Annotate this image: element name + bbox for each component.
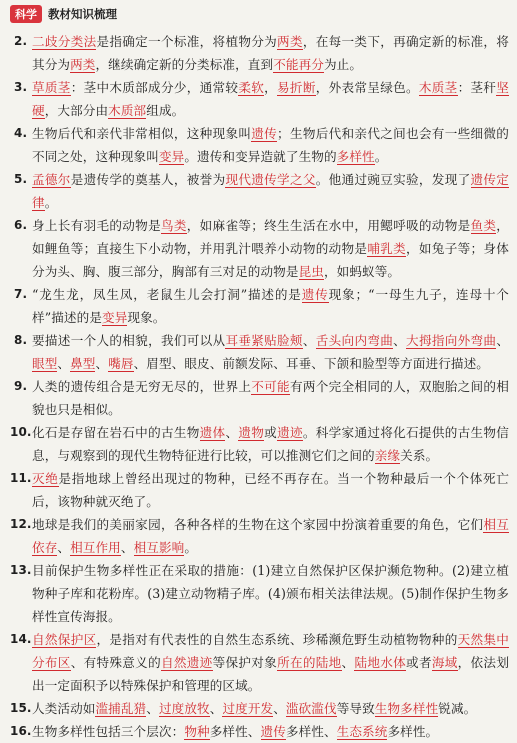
item-number: 9.	[14, 379, 28, 393]
key-term: 舌头向内弯曲	[315, 333, 394, 348]
knowledge-item	[14, 30, 509, 76]
item-text: 。	[44, 195, 58, 210]
key-term: 所在的陆地	[277, 655, 342, 670]
key-term: 木质茎	[418, 80, 458, 95]
item-text: 生物后代和亲代非常相似，这种现象叫	[32, 126, 252, 141]
key-term: 亲缘	[374, 448, 401, 463]
knowledge-item	[10, 628, 510, 697]
key-term: 相互作用	[70, 540, 121, 555]
knowledge-item	[10, 559, 509, 628]
key-term: 生物多样性	[374, 701, 439, 716]
key-term: 眼型	[32, 356, 58, 371]
item-text: 、	[57, 540, 71, 555]
item-text: ，依法划出一定面积予以特殊保护和管理的区域。	[32, 655, 510, 693]
item-text: 多样性。	[387, 724, 439, 739]
key-term: 两类	[277, 34, 303, 49]
key-term: 遗传	[301, 287, 329, 302]
section-title: 教材知识梳理	[48, 7, 117, 21]
key-term: 二歧分类法	[32, 34, 97, 49]
subject-badge: 科学	[10, 5, 42, 23]
item-text: 是指地球上曾经出现过的物种，已经不再存在。当一个物种最后一个个体死亡后，该物种就灭绝了。	[32, 471, 509, 509]
knowledge-item	[14, 122, 509, 168]
key-term: 自然遗迹	[160, 655, 213, 670]
knowledge-item	[14, 168, 509, 214]
key-term: 木质部	[108, 103, 147, 118]
item-number: 6.	[14, 218, 28, 232]
key-term: 耳垂紧贴脸颊	[225, 333, 303, 348]
item-number: 10.	[10, 425, 32, 439]
knowledge-item	[14, 283, 509, 329]
key-term: 遗物	[238, 425, 265, 440]
key-term: 遗传	[260, 724, 286, 739]
item-text: 、	[120, 540, 134, 555]
key-term: 多样性	[336, 149, 375, 164]
item-text: 多样性、	[285, 724, 337, 739]
item-text: 化石是存留在岩石中的古生物	[32, 425, 200, 440]
item-text: ：茎秆	[457, 80, 497, 95]
key-term: 遗传	[251, 126, 278, 141]
key-term: 生态系统	[336, 724, 388, 739]
item-text: 组成。	[146, 103, 185, 118]
knowledge-item	[10, 421, 509, 467]
item-text: ，大部分由	[44, 103, 109, 118]
item-number: 12.	[10, 517, 32, 531]
item-text: 多样性、	[209, 724, 261, 739]
item-text: ，如鲤鱼等；直接生下小动物，并用乳汁喂养小动物的动物是	[32, 218, 509, 256]
key-term: 自然保护区	[32, 632, 97, 647]
key-term: 不可能	[251, 379, 290, 394]
key-term: 易折断	[277, 80, 316, 95]
item-text: ，外表常呈绿色。	[315, 80, 419, 95]
page-header	[10, 4, 117, 24]
item-text: 地球是我们的美丽家园，各种各样的生物在这个家园中扮演着重要的角色，它们	[32, 517, 484, 532]
item-text: 等导致	[336, 701, 375, 716]
item-text: 、	[302, 333, 316, 348]
key-term: 变异	[158, 149, 185, 164]
item-text: 锐减。	[438, 701, 477, 716]
item-text: 、	[496, 333, 510, 348]
key-term: 鱼类	[470, 218, 497, 233]
item-text: 。	[374, 149, 388, 164]
item-number: 7.	[14, 287, 28, 301]
key-term: 遗传定律	[32, 172, 510, 210]
item-text: 。科学家通过将化石提供的古生物信息，与观察到的现代生物特征进行比较，可以推测它们之间的	[32, 425, 509, 463]
item-text: 为止。	[323, 57, 363, 72]
key-term: 昆虫	[298, 264, 324, 279]
item-text: ，是指对有代表性的自然生态系统、珍稀濒危野生动植物物种的	[96, 632, 458, 647]
item-text: 、	[225, 425, 239, 440]
item-text: 现象；“一母生九子，连母十个样”描述的是	[32, 287, 510, 325]
key-term: 鸟类	[160, 218, 187, 233]
key-term: 变异	[102, 310, 128, 325]
item-text: 要描述一个人的相貌，我们可以从	[32, 333, 226, 348]
item-number: 2.	[14, 34, 28, 48]
key-term: 大拇指向外弯曲	[406, 333, 497, 348]
key-term: 陆地水体	[354, 655, 407, 670]
item-text: 、	[341, 655, 355, 670]
item-text: 或者	[406, 655, 432, 670]
item-text: 目前保护生物多样性正在采取的措施：(1)建立自然保护区保护濒危物种。(2)建立植物种子库和花粉库。(3)建立动物精子库。(4)颁布相关法律法规。(5)制作保护生物多样性宣传海报。	[32, 563, 509, 624]
item-text: 、有特殊意义的	[70, 655, 161, 670]
item-text: 是遗传学的奠基人，被誉为	[70, 172, 226, 187]
item-text: 、	[209, 701, 223, 716]
key-term: 鼻型	[70, 356, 96, 371]
key-term: 两类	[70, 57, 96, 72]
key-term: 相互依存	[32, 517, 509, 555]
item-text: 、眉型、眼皮、前额发际、耳垂、下颌和脸型等方面进行描述。	[133, 356, 490, 371]
key-term: 草质茎	[32, 80, 71, 95]
knowledge-item	[10, 697, 509, 720]
key-term: 遗迹	[277, 425, 303, 440]
item-text: 。他通过豌豆实验，发现了	[315, 172, 471, 187]
knowledge-item	[14, 214, 509, 283]
key-term: 相互影响	[133, 540, 185, 555]
key-term: 遗体	[199, 425, 226, 440]
item-number: 8.	[14, 333, 28, 347]
item-text: 身上长有羽毛的动物是	[32, 218, 161, 233]
item-text: 或	[264, 425, 278, 440]
item-number: 15.	[10, 701, 32, 715]
knowledge-item	[10, 720, 509, 743]
key-term: 孟德尔	[32, 172, 71, 187]
item-text: 、	[146, 701, 159, 716]
key-term: 海域	[431, 655, 458, 670]
item-text: 人类的遗传组合是无穷无尽的，世界上	[32, 379, 252, 394]
item-number: 13.	[10, 563, 32, 577]
item-text: ；生物后代和亲代之间也会有一些细微的不同之处，这种现象叫	[32, 126, 509, 164]
key-term: 坚硬	[32, 80, 509, 118]
knowledge-item	[10, 467, 509, 513]
key-term: 现代遗传学之父	[225, 172, 316, 187]
item-text: ，如兔子等；身体分为头、胸、腹三部分，胸部有三对足的动物是	[32, 241, 509, 279]
item-text: 人类活动如	[32, 701, 96, 716]
item-number: 4.	[14, 126, 28, 140]
item-number: 5.	[14, 172, 28, 186]
key-term: 滥捕乱猎	[95, 701, 147, 716]
knowledge-item	[14, 375, 509, 421]
key-term: 滥砍滥伐	[285, 701, 337, 716]
item-number: 16.	[10, 724, 32, 738]
key-term: 柔软	[238, 80, 265, 95]
item-text: ：茎中木质部成分少，通常较	[70, 80, 239, 95]
item-text: ，如蚂蚁等。	[323, 264, 401, 279]
key-term: 过度开发	[222, 701, 274, 716]
item-text: 、	[393, 333, 407, 348]
item-number: 11.	[10, 471, 32, 485]
key-term: 不能再分	[273, 57, 324, 72]
item-text: ，在每一类下，再确定新的标准，将其分为	[32, 34, 509, 72]
knowledge-list	[10, 30, 510, 743]
knowledge-item	[14, 76, 509, 122]
key-term: 物种	[184, 724, 210, 739]
item-text: 有两个完全相同的人，双胞胎之间的相貌也只是相似。	[32, 379, 509, 417]
item-text: ，继续确定新的分类标准，直到	[95, 57, 274, 72]
item-text: 生物多样性包括三个层次：	[32, 724, 185, 739]
key-term: 灭绝	[32, 471, 59, 486]
item-text: “龙生龙，凤生凤，老鼠生儿会打洞”描述的是	[32, 287, 302, 302]
item-text: 。遗传和变异造就了生物的	[184, 149, 337, 164]
key-term: 哺乳类	[367, 241, 407, 256]
item-text: 、	[95, 356, 109, 371]
item-text: 。	[184, 540, 198, 555]
key-term: 嘴唇	[108, 356, 134, 371]
knowledge-item	[10, 513, 509, 559]
item-number: 14.	[10, 632, 32, 646]
item-text: 关系。	[400, 448, 439, 463]
item-text: 等保护对象	[212, 655, 278, 670]
item-text: ，	[264, 80, 278, 95]
knowledge-item	[14, 329, 509, 375]
item-text: 是指确定一个标准，将植物分为	[96, 34, 278, 49]
key-term: 天然集中分布区	[32, 632, 509, 670]
item-text: ，如麻雀等；终生生活在水中，用鳃呼吸的动物是	[186, 218, 471, 233]
item-text: 、	[273, 701, 286, 716]
item-text: 、	[57, 356, 71, 371]
item-text: 现象。	[127, 310, 166, 325]
key-term: 过度放牧	[158, 701, 210, 716]
item-number: 3.	[14, 80, 28, 94]
